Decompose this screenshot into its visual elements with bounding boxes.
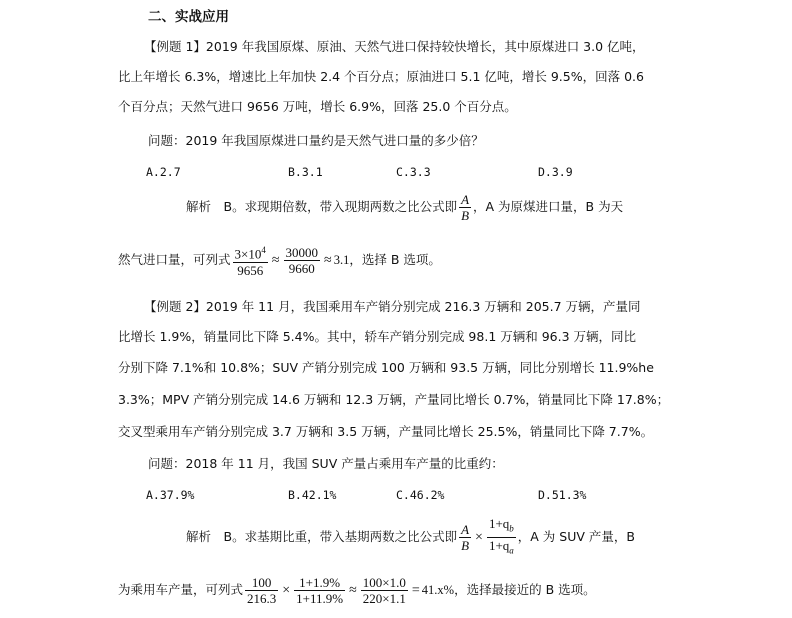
ex1-option-d: D.3.9	[538, 165, 573, 179]
ex2-result: 41.x%	[421, 583, 455, 597]
ex1-line-1: 【例题 1】2019 年我国原煤、原油、天然气进口保持较快增长，其中原煤进口 3.0 亿吨，	[144, 39, 645, 54]
section-title: 二、实战应用	[148, 9, 229, 25]
ex2-analysis-text-3: 为乘用车产量，可列式	[118, 582, 244, 597]
ex2-analysis-text-2: ，A 为 SUV 产量，B	[517, 529, 635, 544]
ex1-f1-num: 3×10	[234, 246, 262, 262]
ex2-line-1: 【例题 2】2019 年 11 月，我国乘用车产销分别完成 216.3 万辆和 205.7 万辆，产量同	[144, 299, 641, 314]
ex2-h1-den: 216.3	[247, 591, 277, 606]
ex2-line-3: 分别下降 7.1%和 10.8%；SUV 产销分别完成 100 万辆和 93.5 万辆，同比分别增长 11.9%he	[118, 360, 654, 375]
ex2-h2-den: 1+11.9%	[296, 591, 344, 606]
ex2-times: ×	[475, 529, 483, 545]
ex1-f2-num: 30000	[285, 245, 319, 260]
ex2-h2-num: 1+1.9%	[299, 575, 341, 590]
ex2-analysis-text-1: 解析 B。求基期比重，带入基期两数之比公式即	[186, 529, 458, 544]
ex2-g-num: 1+q	[488, 516, 510, 532]
ex2-equals: =	[411, 582, 420, 598]
ex2-analysis-line-2	[118, 570, 596, 611]
ex1-fraction-ab	[459, 192, 471, 223]
ex1-frac-b: B	[461, 208, 470, 223]
ex1-analysis-text-2: ，A 为原煤进口量，B 为天	[473, 199, 624, 214]
ex1-line-3: 个百分点；天然气进口 9656 万吨，增长 6.9%，回落 25.0 个百分点。	[118, 99, 517, 114]
ex2-line-4: 3.3%；MPV 产销分别完成 14.6 万辆和 12.3 万辆，产量同比增长 0.7%，销量同比下降 17.8%；	[118, 392, 670, 407]
ex2-frac-b: B	[461, 538, 470, 553]
ex2-line-2: 比增长 1.9%，销量同比下降 5.4%。其中，轿车产销分别完成 98.1 万辆和 96.3 万辆，同比	[118, 329, 637, 344]
ex2-formula-fraction-1	[245, 575, 278, 606]
ex2-g-den: 1+q	[488, 538, 510, 553]
ex2-analysis-line-1	[186, 516, 635, 559]
ex1-f1-den: 9656	[233, 262, 268, 278]
ex1-analysis-line-1	[186, 190, 623, 224]
ex2-formula-fraction-2	[294, 575, 345, 606]
ex1-option-b: B.3.1	[288, 165, 323, 179]
ex2-line-5: 交叉型乘用车产销分别完成 3.7 万辆和 3.5 万辆，产量同比增长 25.5%，销量同比下降 7.7%。	[118, 424, 654, 439]
ex2-fraction-ab	[459, 522, 471, 553]
ex2-fraction-growth	[487, 516, 516, 558]
ex2-question: 问题：2018 年 11 月，我国 SUV 产量占乘用车产量的比重约：	[148, 456, 504, 471]
ex2-formula-fraction-3	[361, 575, 408, 606]
ex1-formula-fraction-2	[284, 245, 321, 276]
ex2-h3-num: 100×1.0	[362, 575, 406, 590]
ex2-g-den-sub: a	[509, 545, 514, 556]
ex2-option-c: C.46.2%	[396, 488, 445, 502]
ex1-analysis-text-3: 然气进口量，可列式	[118, 252, 231, 267]
ex1-result: 3.1	[333, 253, 350, 267]
ex1-analysis-text-1: 解析 B。求现期倍数，带入现期两数之比公式即	[186, 199, 458, 214]
ex2-h1-num: 100	[251, 575, 272, 590]
ex2-analysis-text-4: ，选择最接近的 B 选项。	[454, 582, 596, 597]
ex1-approx-1: ≈	[271, 252, 280, 268]
ex1-question: 问题：2019 年我国原煤进口量约是天然气进口量的多少倍？	[148, 133, 484, 148]
ex2-option-d: D.51.3%	[538, 488, 587, 502]
ex1-line-2: 比上年增长 6.3%，增速比上年加快 2.4 个百分点；原油进口 5.1 亿吨，增长 9.5%，回落 0.6	[118, 69, 644, 84]
ex1-frac-a: A	[461, 192, 470, 207]
ex2-g-num-sub: b	[509, 524, 514, 534]
ex1-analysis-text-4: ，选择 B 选项。	[349, 252, 441, 267]
ex2-frac-a: A	[461, 522, 470, 537]
ex2-option-a: A.37.9%	[146, 488, 195, 502]
ex1-option-a: A.2.7	[146, 165, 181, 179]
ex2-times-2: ×	[282, 582, 291, 598]
ex2-h3-den: 220×1.1	[362, 591, 406, 606]
ex2-approx: ≈	[349, 582, 357, 598]
ex1-formula-fraction-1	[233, 243, 268, 277]
ex1-f1-exp: 4	[261, 245, 266, 256]
ex1-approx-2: ≈	[324, 252, 332, 268]
ex2-option-b: B.42.1%	[288, 488, 337, 502]
ex1-option-c: C.3.3	[396, 165, 431, 179]
ex1-analysis-line-2	[118, 240, 441, 281]
ex1-f2-den: 9660	[284, 260, 321, 276]
